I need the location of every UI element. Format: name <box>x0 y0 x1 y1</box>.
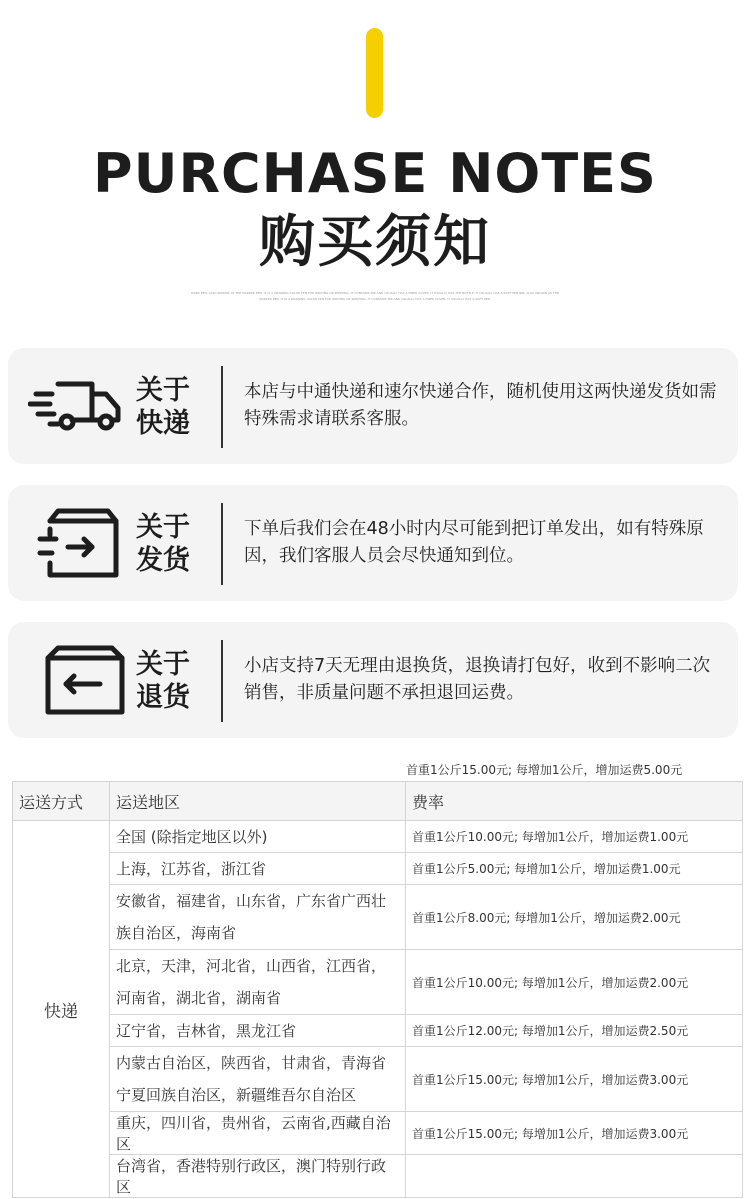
rate-cell: 首重1公斤10.00元; 每增加1公斤，增加运费2.00元 <box>406 950 743 1015</box>
region-cell: 辽宁省，吉林省，黑龙江省 <box>110 1015 406 1047</box>
header-region: 运送地区 <box>110 782 406 821</box>
rate-cell: 首重1公斤5.00元; 每增加1公斤，增加运费1.00元 <box>406 853 743 885</box>
note-label: 关于 快递 <box>136 375 190 439</box>
rate-cell: 首重1公斤8.00元; 每增加1公斤，增加运费2.00元 <box>406 885 743 950</box>
note-card-delivery <box>8 348 738 464</box>
note-label: 关于 发货 <box>136 512 190 576</box>
note-text: 小店支持7天无理由退换货，退换请打包好，收到不影响二次销售，非质量问题不承担退回运费。 <box>244 656 711 703</box>
note-card-returns <box>8 622 738 738</box>
table-row <box>13 853 743 885</box>
region-cell: 重庆，四川省，贵州省，云南省,西藏自治区 <box>110 1112 406 1155</box>
table-row <box>13 1112 743 1155</box>
title-english: PURCHASE NOTES <box>93 142 657 205</box>
region-cell: 上海，江苏省，浙江省 <box>110 853 406 885</box>
region-cell: 全国 (除指定地区以外) <box>110 821 406 853</box>
divider <box>221 366 223 448</box>
rate-cell <box>406 1155 743 1198</box>
box-ship-icon <box>28 507 128 579</box>
rate-cell: 首重1公斤15.00元; 每增加1公斤，增加运费3.00元 <box>406 1047 743 1112</box>
header-method: 运送方式 <box>13 782 110 821</box>
table-header-row <box>13 782 743 821</box>
table-row <box>13 1047 743 1112</box>
delivery-truck-icon <box>28 370 128 442</box>
title-chinese: 购买须知 <box>259 210 491 275</box>
divider <box>221 640 223 722</box>
table-row <box>13 885 743 950</box>
decorative-fine-print: MARK PEN, ALSO KNOWN AS THE MARKER PEN, IT IS A DRAWING COLOR PEN FOR WRITING OR PAINTING. IT CONTAINS INK AND USUALLY HAS A FIBER COVER. IT USUALLY HAS THE BOTTLE. IT USUALLY HAS A SOFT PEN NIB. ALSO KNOWN AS THE MARKER PEN. IT IS A DRAWING COLOR PEN FOR WRITING OR PAINTING. IT CONTAINS INK AND USUALLY HAS A FIBER COVER. IT USUALLY HAS A SOFT PEN. <box>191 291 559 301</box>
divider <box>221 503 223 585</box>
table-row <box>13 1155 743 1198</box>
shipping-rate-table <box>12 763 743 1198</box>
rate-cell: 首重1公斤12.00元; 每增加1公斤，增加运费2.50元 <box>406 1015 743 1047</box>
table-row <box>13 821 743 853</box>
note-card-shipping <box>8 485 738 601</box>
table-row <box>13 950 743 1015</box>
region-cell: 北京，天津，河北省，山西省，江西省，河南省，湖北省，湖南省 <box>110 950 406 1015</box>
header-rate-label: 费率 <box>412 792 445 812</box>
header-rate-note: 首重1公斤15.00元; 每增加1公斤，增加运费5.00元 <box>406 763 683 777</box>
rate-cell: 首重1公斤10.00元; 每增加1公斤，增加运费1.00元 <box>406 821 743 853</box>
note-text: 本店与中通快递和速尔快递合作，随机使用这两快递发货如需特殊需求请联系客服。 <box>244 382 717 429</box>
header-rate <box>406 763 743 821</box>
rate-cell: 首重1公斤15.00元; 每增加1公斤，增加运费3.00元 <box>406 1112 743 1155</box>
region-cell: 台湾省，香港特别行政区，澳门特别行政区 <box>110 1155 406 1198</box>
note-text: 下单后我们会在48小时内尽可能到把订单发出，如有特殊原因，我们客服人员会尽快通知到位。 <box>244 519 704 566</box>
table-row <box>13 1015 743 1047</box>
method-cell: 快递 <box>13 821 110 1198</box>
region-cell: 内蒙古自治区，陕西省，甘肃省，青海省宁夏回族自治区，新疆维吾尔自治区 <box>110 1047 406 1112</box>
box-return-icon <box>28 644 128 716</box>
accent-bar <box>366 28 383 118</box>
region-cell: 安徽省，福建省，山东省，广东省广西壮族自治区，海南省 <box>110 885 406 950</box>
note-label: 关于 退货 <box>136 649 190 713</box>
